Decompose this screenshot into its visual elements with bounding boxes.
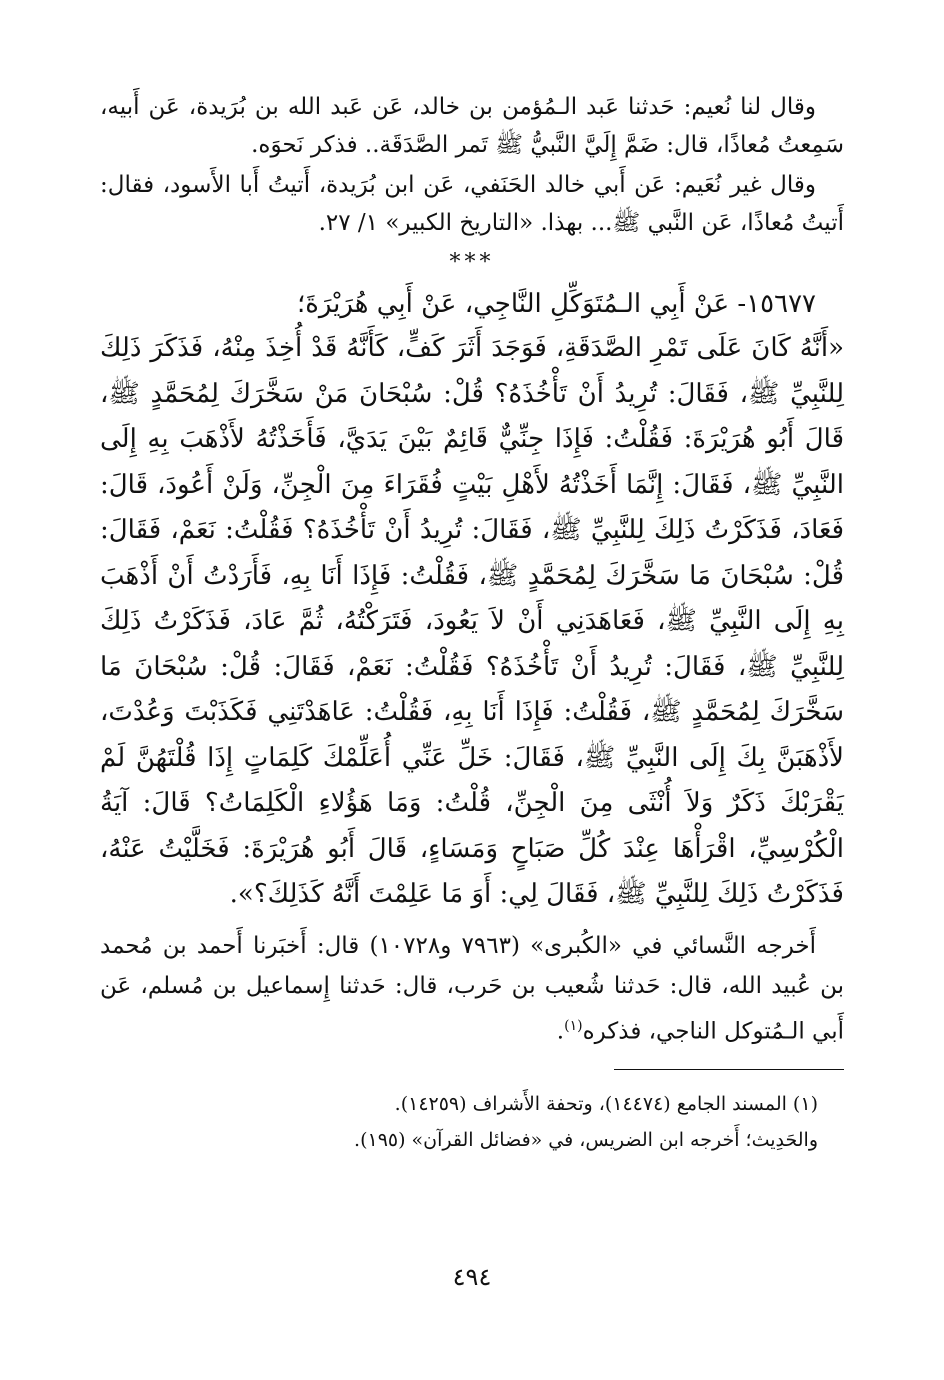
footnote-2: والحَدِيث؛ أَخرجه ابن الضريس، في «فضائل القرآن» (١٩٥). [354, 1129, 818, 1152]
intro-paragraph-1: وقال لنا نُعيم: حَدثنا عَبد الـمُؤمن بن خالد، عَن عَبد الله بن بُرَيدة، عَن أَبيه، سَمِعتُ مُعاذًا، قال: ضَمَّ إِلَيَّ النَّبيُّ ﷺ تَمر الصَّدَقَة.. فذكر نَحوَه. [100, 94, 844, 158]
section-separator: *** [449, 250, 495, 275]
takhrij-text: أَخرجه النَّسائي في «الكُبرى» (٧٩٦٣ و١٠٧٢٨) قال: أَخبَرنا أَحمد بن مُحمد بن عُبيد الله، قال: حَدثنا شُعيب بن حَرب، قال: حَدثنا إِسماعيل بن مُسلم، عَن أَبي الـمُتوكل الناجي، فذكره [100, 932, 844, 1045]
takhrij-paragraph: أَخرجه النَّسائي في «الكُبرى» (٧٩٦٣ و١٠٧٢٨) قال: أَخبَرنا أَحمد بن مُحمد بن عُبيد الله، قال: حَدثنا شُعيب بن حَرب، قال: حَدثنا إِسماعيل بن مُسلم، عَن أَبي الـمُتوكل الناجي، فذكره$^{(١)}$. [100, 932, 844, 1045]
page-number: ٤٩٤ [452, 1263, 492, 1291]
footnote-1: (١) المسند الجامع (١٤٤٧٤)، وتحفة الأَشراف (١٤٢٥٩). [394, 1093, 818, 1116]
hadith-text: «أَنَّهُ كَانَ عَلَى تَمْرِ الصَّدَقَةِ، فَوَجَدَ أَثَرَ كَفٍّ، كَأَنَّهُ قَدْ أُخِذَ مِنْهُ، فَذَكَرَ ذَلِكَ لِلنَّبِيِّ ﷺ، فَقَالَ: تُرِيدُ أَنْ تَأْخُذَهُ؟ قُلْ: سُبْحَانَ مَنْ سَخَّرَكَ لِمُحَمَّدٍ ﷺ، قَالَ أَبُو هُرَيْرَةَ: فَقُلْتُ: فَإِذَا جِنِّيٌّ قَائِمٌ بَيْنَ يَدَيَّ، فَأَخَذْتُهُ لأَذْهَبَ بِهِ إِلَى النَّبِيِّ ﷺ، فَقَالَ: إِنَّمَا أَخَذْتُهُ لأَهْلِ بَيْتٍ فُقَرَاءَ مِنَ الْجِنِّ، وَلَنْ أَعُودَ، قَالَ: فَعَادَ، فَذَكَرْتُ ذَلِكَ لِلنَّبِيِّ ﷺ، فَقَالَ: تُرِيدُ أَنْ تَأْخُذَهُ؟ فَقُلْتُ: نَعَمْ، فَقَالَ: قُلْ: سُبْحَانَ مَا سَخَّرَكَ لِمُحَمَّدٍ ﷺ، فَقُلْتُ: فَإِذَا أَنَا بِهِ، فَأَرَدْتُ أَنْ أَذْهَبَ بِهِ إِلَى النَّبِيِّ ﷺ، فَعَاهَدَنِي أَنْ لاَ يَعُودَ، فَتَرَكْتُهُ، ثُمَّ عَادَ، فَذَكَرْتُ ذَلِكَ لِلنَّبِيِّ ﷺ، فَقَالَ: تُرِيدُ أَنْ تَأْخُذَهُ؟ فَقُلْتُ: نَعَمْ، فَقَالَ: قُلْ: سُبْحَانَ مَا سَخَّرَكَ لِمُحَمَّدٍ ﷺ، فَقُلْتُ: فَإِذَا أَنَا بِهِ، فَقُلْتُ: عَاهَدْتَنِي فَكَذَبْتَ وَعُدْتَ، لأَذْهَبَنَّ بِكَ إِلَى النَّبِيِّ ﷺ، فَقَالَ: خَلِّ عَنِّي أُعَلِّمْكَ كَلِمَاتٍ إِذَا قُلْتَهُنَّ لَمْ يَقْرَبْكَ ذَكَرٌ وَلاَ أُنْثَى مِنَ الْجِنِّ، قُلْتُ: وَمَا هَؤُلاءِ الْكَلِمَاتُ؟ قَالَ: آيَةُ الْكُرْسِيِّ، اقْرَأْهَا عِنْدَ كُلِّ صَبَاحٍ وَمَسَاءٍ، قَالَ أَبُو هُرَيْرَةَ: فَخَلَّيْتُ عَنْهُ، فَذَكَرْتُ ذَلِكَ لِلنَّبِيِّ ﷺ، فَقَالَ لِي: أَوَ مَا عَلِمْتَ أَنَّهُ كَذَلِكَ؟». [100, 333, 844, 909]
page-body [100, 88, 844, 1340]
footnote-divider [614, 1069, 844, 1070]
footnote-reference: (١) [564, 1017, 583, 1034]
intro-paragraph-2: وقال غير نُعَيم: عَن أَبي خالد الحَنَفي، عَن ابن بُرَيدة، أَتيتُ أَبا الأَسود، فقال: أَتيتُ مُعاذًا، عَن النَّبي ﷺ... بهذا. «التاريخ الكبير» ١/ ٢٧. [100, 172, 844, 236]
hadith-heading: ١٥٦٧٧- عَنْ أَبِي الـمُتَوَكِّلِ النَّاجِي، عَنْ أَبِي هُرَيْرَةَ؛ [296, 289, 816, 319]
